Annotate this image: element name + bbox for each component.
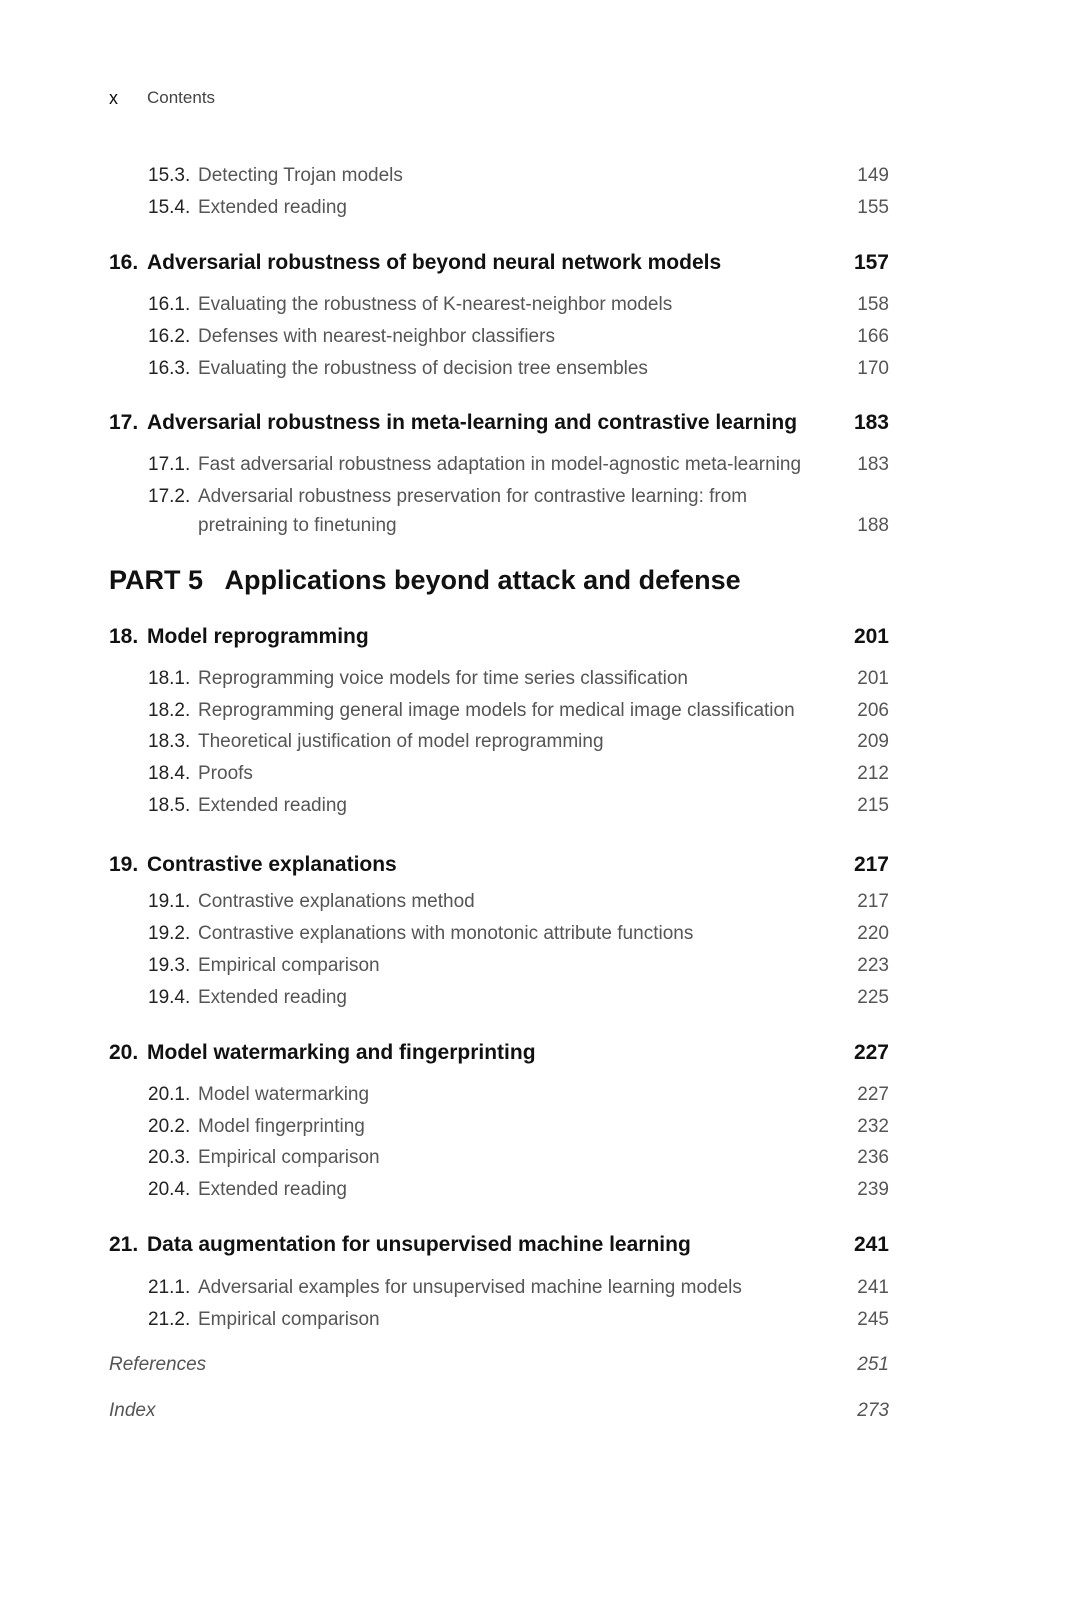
toc-section-page-number: 241 [857, 1277, 889, 1298]
toc-section-number: 19.3. [148, 955, 191, 976]
toc-section-page-number: 217 [857, 891, 889, 912]
toc-chapter-entry[interactable] [0, 1232, 1080, 1258]
toc-section-entry[interactable] [0, 793, 1080, 819]
toc-section-title: Extended reading [198, 987, 347, 1008]
toc-section-entry[interactable] [0, 698, 1080, 724]
toc-section-number: 16.3. [148, 358, 191, 379]
toc-section-title: Extended reading [198, 1179, 347, 1200]
toc-section-number: 18.4. [148, 763, 191, 784]
toc-section-title: Evaluating the robustness of decision tree ensembles [198, 358, 648, 379]
toc-section-title: Contrastive explanations method [198, 891, 475, 912]
toc-section-entry[interactable] [0, 1114, 1080, 1140]
toc-section-page-number: 245 [857, 1309, 889, 1330]
toc-section-title: Model watermarking [198, 1084, 370, 1105]
toc-backmatter-title: Index [109, 1400, 156, 1421]
toc-section-number: 17.1. [148, 454, 191, 475]
toc-chapter-title: Contrastive explanations [147, 853, 397, 876]
toc-chapter-entry[interactable] [0, 1040, 1080, 1066]
toc-chapter-page-number: 217 [853, 853, 889, 876]
toc-section-number: 18.1. [148, 668, 191, 689]
toc-chapter-page-number: 227 [853, 1041, 889, 1064]
toc-section-title: Evaluating the robustness of K-nearest-neighbor models [198, 294, 673, 315]
toc-chapter-number: 18. [109, 625, 139, 648]
toc-section-title: Empirical comparison [198, 1147, 380, 1168]
toc-section-page-number: 215 [857, 795, 889, 816]
toc-section-number: 16.2. [148, 326, 191, 347]
toc-section-entry[interactable] [0, 889, 1080, 915]
toc-section-number: 20.1. [148, 1084, 191, 1105]
toc-section-number: 20.4. [148, 1179, 191, 1200]
toc-section-title: Model fingerprinting [198, 1116, 365, 1137]
toc-section-entry[interactable] [0, 666, 1080, 692]
toc-section-number: 15.4. [148, 197, 191, 218]
toc-section-title: Adversarial examples for unsupervised machine learning models [198, 1277, 742, 1298]
toc-section-number: 21.1. [148, 1277, 191, 1298]
toc-chapter-entry[interactable] [0, 250, 1080, 276]
toc-section-title: Detecting Trojan models [198, 165, 403, 186]
toc-chapter-number: 16. [109, 251, 139, 274]
toc-section-number: 18.2. [148, 700, 191, 721]
toc-section-page-number: 188 [857, 515, 889, 536]
toc-section-entry[interactable] [0, 985, 1080, 1011]
toc-section-number: 18.5. [148, 795, 191, 816]
toc-section-page-number: 155 [857, 197, 889, 218]
toc-chapter-page-number: 241 [853, 1233, 889, 1256]
toc-section-entry[interactable] [0, 921, 1080, 947]
toc-section-title: Adversarial robustness preservation for contrastive learning: from [198, 486, 748, 507]
toc-section-entry[interactable] [0, 163, 1080, 189]
toc-section-number: 19.1. [148, 891, 191, 912]
toc-section-title: Reprogramming voice models for time series classification [198, 668, 688, 689]
toc-section-entry[interactable] [0, 1275, 1080, 1301]
toc-section-page-number: 166 [857, 326, 889, 347]
toc-section-entry[interactable] [0, 761, 1080, 787]
toc-backmatter-entry[interactable] [0, 1398, 1080, 1424]
toc-section-entry[interactable] [0, 729, 1080, 755]
toc-chapter-page-number: 183 [853, 411, 889, 434]
toc-section-number: 16.1. [148, 294, 191, 315]
toc-section-entry[interactable] [0, 513, 1080, 539]
toc-section-entry[interactable] [0, 452, 1080, 478]
toc-chapter-number: 17. [109, 411, 139, 434]
toc-section-entry[interactable] [0, 356, 1080, 382]
toc-section-page-number: 220 [857, 923, 889, 944]
toc-section-number: 15.3. [148, 165, 191, 186]
toc-section-page-number: 232 [857, 1116, 889, 1137]
toc-section-page-number: 223 [857, 955, 889, 976]
toc-section-number: 19.4. [148, 987, 191, 1008]
toc-section-page-number: 183 [857, 454, 889, 475]
toc-section-entry[interactable] [0, 1082, 1080, 1108]
running-header-title: Contents [147, 88, 216, 107]
toc-section-entry[interactable] [0, 195, 1080, 221]
toc-section-page-number: 206 [857, 700, 889, 721]
toc-section-page-number: 212 [857, 763, 889, 784]
toc-section-number: 18.3. [148, 731, 191, 752]
toc-section-page-number: 227 [857, 1084, 889, 1105]
toc-section-entry[interactable] [0, 292, 1080, 318]
toc-chapter-number: 20. [109, 1041, 139, 1064]
toc-section-number: 20.3. [148, 1147, 191, 1168]
toc-chapter-title: Adversarial robustness in meta-learning and contrastive learning [147, 411, 798, 434]
page-number: x [109, 88, 118, 108]
toc-section-title: Empirical comparison [198, 1309, 380, 1330]
toc-backmatter-entry[interactable] [0, 1352, 1080, 1378]
toc-part-heading-entry[interactable] [0, 567, 1080, 593]
toc-section-title: Extended reading [198, 795, 347, 816]
toc-chapter-page-number: 201 [853, 625, 889, 648]
toc-section-page-number: 236 [857, 1147, 889, 1168]
toc-chapter-number: 21. [109, 1233, 139, 1256]
toc-section-entry[interactable] [0, 1307, 1080, 1333]
toc-section-number: 20.2. [148, 1116, 191, 1137]
toc-chapter-title: Adversarial robustness of beyond neural network models [147, 251, 722, 274]
toc-section-title: pretraining to finetuning [198, 515, 397, 536]
toc-chapter-title: Model watermarking and fingerprinting [147, 1041, 536, 1064]
toc-section-page-number: 239 [857, 1179, 889, 1200]
toc-chapter-entry[interactable] [0, 410, 1080, 436]
toc-section-entry[interactable] [0, 953, 1080, 979]
toc-section-page-number: 158 [857, 294, 889, 315]
toc-section-page-number: 170 [857, 358, 889, 379]
toc-section-title: Theoretical justification of model reprogramming [198, 731, 604, 752]
toc-section-page-number: 201 [857, 668, 889, 689]
toc-chapter-title: Model reprogramming [147, 625, 369, 648]
toc-part-heading-title: PART 5 Applications beyond attack and defense [109, 565, 741, 595]
toc-chapter-entry[interactable] [0, 624, 1080, 650]
toc-section-entry[interactable] [0, 1177, 1080, 1203]
toc-chapter-title: Data augmentation for unsupervised machine learning [147, 1233, 691, 1256]
toc-chapter-entry[interactable] [0, 852, 1080, 878]
toc-section-title: Proofs [198, 763, 253, 784]
toc-backmatter-page-number: 273 [857, 1400, 889, 1421]
toc-section-title: Fast adversarial robustness adaptation in model-agnostic meta-learning [198, 454, 802, 475]
toc-chapter-number: 19. [109, 853, 139, 876]
toc-section-entry[interactable] [0, 324, 1080, 350]
toc-section-title: Defenses with nearest-neighbor classifiers [198, 326, 555, 347]
toc-section-page-number: 225 [857, 987, 889, 1008]
toc-backmatter-title: References [109, 1354, 207, 1375]
toc-section-title: Contrastive explanations with monotonic attribute functions [198, 923, 694, 944]
toc-backmatter-page-number: 251 [857, 1354, 889, 1375]
toc-section-page-number: 209 [857, 731, 889, 752]
toc-chapter-page-number: 157 [853, 251, 889, 274]
toc-section-entry[interactable] [0, 484, 1080, 510]
toc-section-title: Reprogramming general image models for medical image classification [198, 700, 795, 721]
toc-section-number: 19.2. [148, 923, 191, 944]
toc-section-entry[interactable] [0, 1145, 1080, 1171]
toc-section-title: Empirical comparison [198, 955, 380, 976]
toc-section-number: 17.2. [148, 486, 191, 507]
toc-section-title: Extended reading [198, 197, 347, 218]
toc-section-page-number: 149 [857, 165, 889, 186]
toc-section-number: 21.2. [148, 1309, 191, 1330]
